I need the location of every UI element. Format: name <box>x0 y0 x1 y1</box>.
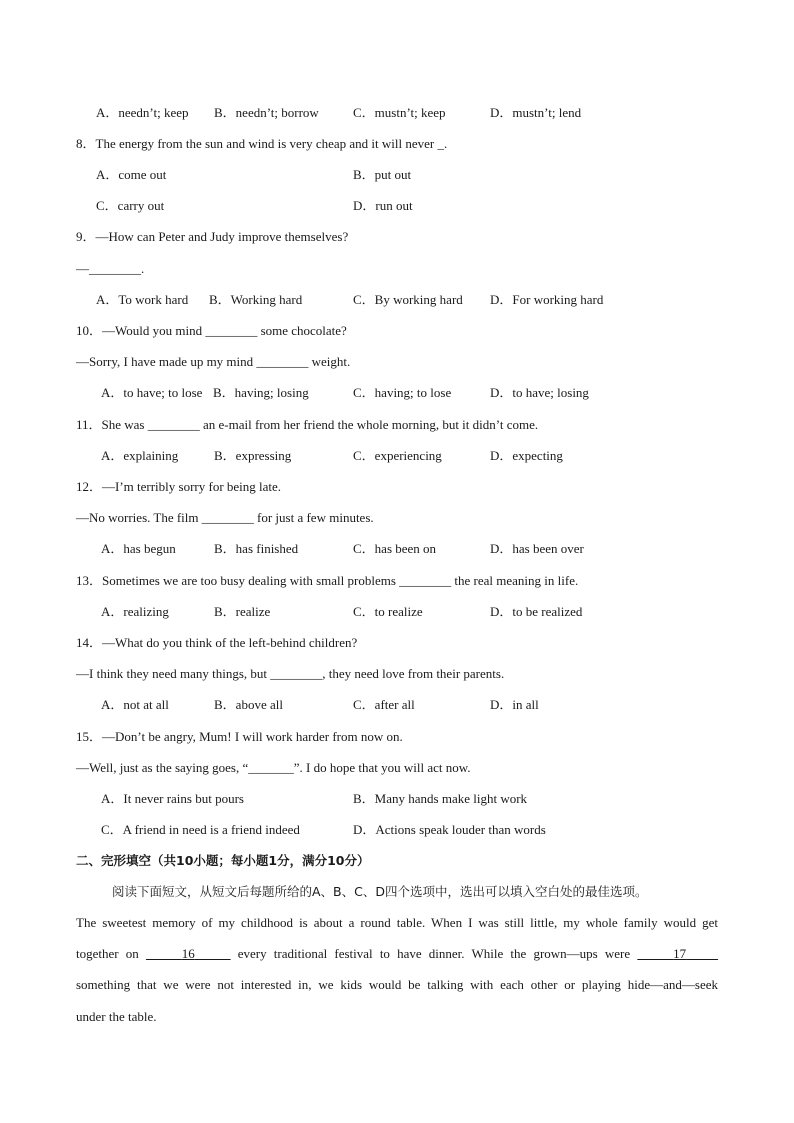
blank-16-number: 16 <box>181 946 195 961</box>
q10-reply: —Sorry, I have made up my mind ________ weight. <box>76 354 351 369</box>
q14-reply: —I think they need many things, but ________, they need love from their parents. <box>76 666 505 681</box>
q8-option-b: B．put out <box>353 167 412 182</box>
q9-option-c: C．By working hard <box>353 292 463 307</box>
q12-stem: 12．—I’m terribly sorry for being late. <box>76 479 282 494</box>
q7-option-a: A．needn’t; keep <box>96 105 189 120</box>
passage-line-1: The sweetest memory of my childhood is about a round table. When I was still little, my whole family would get <box>76 915 718 930</box>
q15-option-c: C．A friend in need is a friend indeed <box>101 822 300 837</box>
q9-option-d: D．For working hard <box>490 292 604 307</box>
q11-option-b: B．expressing <box>214 448 292 463</box>
q14-option-a: A．not at all <box>101 697 169 712</box>
section2-heading: 二、完形填空（共10小题；每小题1分，满分10分） <box>76 853 370 868</box>
q14-option-b: B．above all <box>214 697 283 712</box>
q12-option-c: C．has been on <box>353 541 437 556</box>
passage-line-2 <box>76 945 718 963</box>
q13-stem: 13．Sometimes we are too busy dealing with small problems ________ the real meaning in life. <box>76 573 579 588</box>
passage-line-2-middle: every traditional festival to have dinner. While the grown—ups were <box>237 946 631 961</box>
q11-option-c: C．experiencing <box>353 448 442 463</box>
q13-option-c: C．to realize <box>353 604 423 619</box>
q9-option-b: B．Working hard <box>209 292 303 307</box>
q15-option-b: B．Many hands make light work <box>353 791 528 806</box>
q14-option-d: D．in all <box>490 697 539 712</box>
section2-instruction: 阅读下面短文，从短文后每题所给的A、B、C、D四个选项中，选出可以填入空白处的最佳选项。 <box>112 884 648 899</box>
q14-option-c: C．after all <box>353 697 415 712</box>
q9-stem: 9．—How can Peter and Judy improve themselves? <box>76 229 349 244</box>
q12-reply: —No worries. The film ________ for just a few minutes. <box>76 510 374 525</box>
q11-option-d: D．expecting <box>490 448 563 463</box>
q15-reply: —Well, just as the saying goes, “_______”. I do hope that you will act now. <box>76 760 471 775</box>
q15-stem: 15．—Don’t be angry, Mum! I will work harder from now on. <box>76 729 403 744</box>
q8-option-a: A．come out <box>96 167 167 182</box>
blank-17 <box>637 946 718 961</box>
q13-option-d: D．to be realized <box>490 604 583 619</box>
q15-option-d: D．Actions speak louder than words <box>353 822 546 837</box>
q10-option-a: A．to have; to lose <box>101 385 203 400</box>
q7-option-c: C．mustn’t; keep <box>353 105 446 120</box>
blank-17-number: 17 <box>673 946 687 961</box>
q10-stem: 10．—Would you mind ________ some chocolate? <box>76 323 347 338</box>
passage-line-2-start: together on <box>76 946 139 961</box>
q8-option-c: C．carry out <box>96 198 165 213</box>
blank-16 <box>146 946 231 961</box>
q9-reply: —________. <box>76 261 145 276</box>
q9-option-a: A．To work hard <box>96 292 189 307</box>
q14-stem: 14．—What do you think of the left-behind children? <box>76 635 358 650</box>
q13-option-b: B．realize <box>214 604 271 619</box>
q11-option-a: A．explaining <box>101 448 179 463</box>
q8-option-d: D．run out <box>353 198 413 213</box>
q8-stem: 8．The energy from the sun and wind is very cheap and it will never _. <box>76 136 448 151</box>
passage-line-3: something that we were not interested in, we kids would be talking with each other or playing hide—and—seek <box>76 977 718 992</box>
q12-option-a: A．has begun <box>101 541 176 556</box>
q7-option-d: D．mustn’t; lend <box>490 105 582 120</box>
passage-line-4: under the table. <box>76 1009 157 1024</box>
q12-option-b: B．has finished <box>214 541 299 556</box>
q12-option-d: D．has been over <box>490 541 584 556</box>
q10-option-c: C．having; to lose <box>353 385 452 400</box>
q11-stem: 11．She was ________ an e-mail from her friend the whole morning, but it didn’t come. <box>76 417 539 432</box>
q15-option-a: A．It never rains but pours <box>101 791 244 806</box>
q13-option-a: A．realizing <box>101 604 169 619</box>
q10-option-d: D．to have; losing <box>490 385 589 400</box>
q10-option-b: B．having; losing <box>213 385 309 400</box>
q7-option-b: B．needn’t; borrow <box>214 105 319 120</box>
